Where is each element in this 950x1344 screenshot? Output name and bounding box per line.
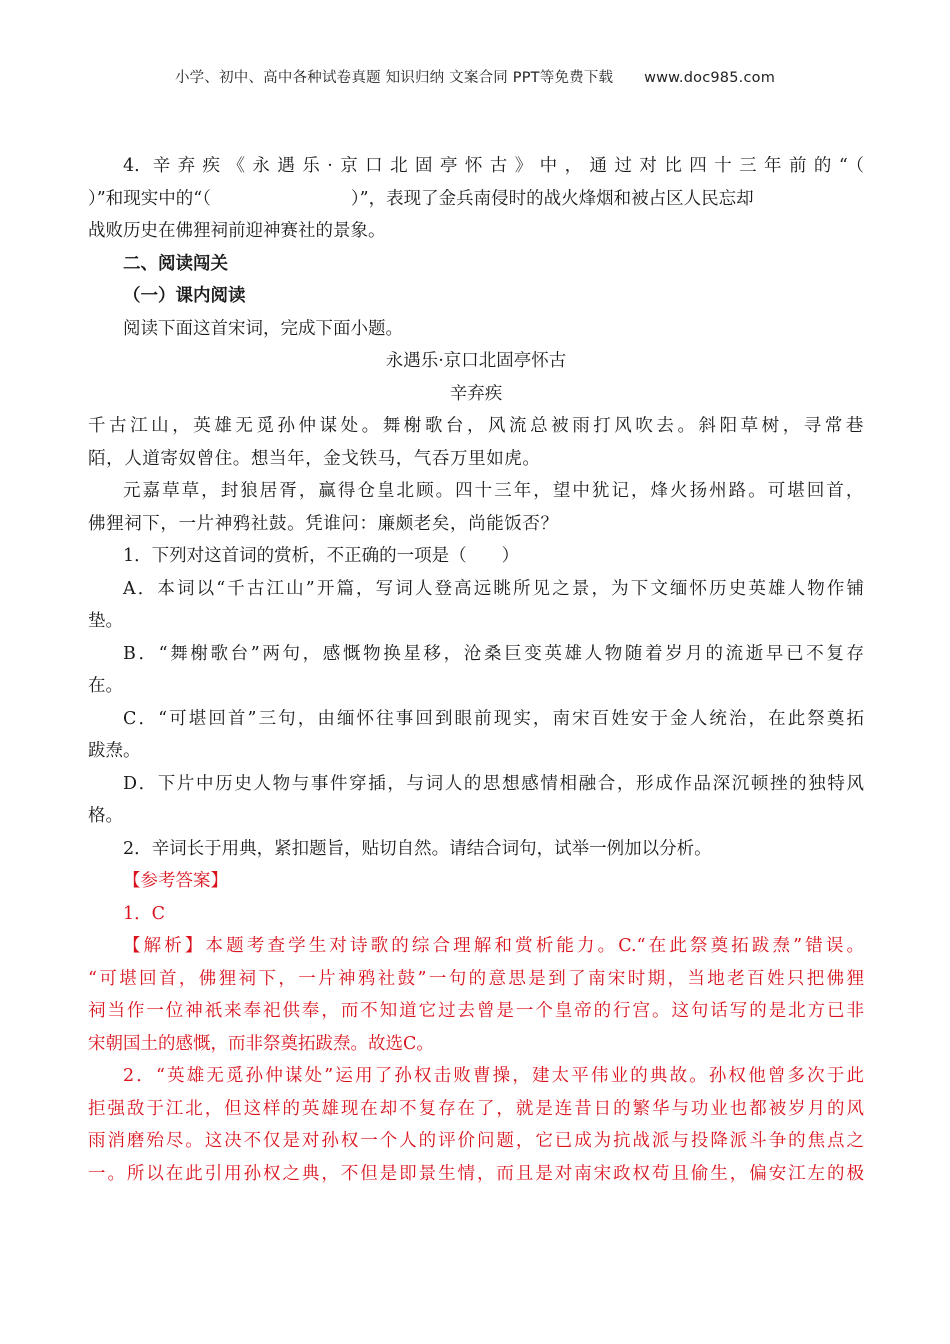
option-d-line-2: 格。 xyxy=(88,806,123,826)
option-a-line-1: A．本词以“千古江山”开篇，写词人登高远眺所见之景，为下文缅怀历史英雄人物作铺 xyxy=(123,578,864,599)
poem-author: 辛弃疾 xyxy=(449,383,503,404)
poem-line: 元嘉草草，封狼居胥，赢得仓皇北顾。四十三年，望中犹记，烽火扬州路。可堪回首， xyxy=(123,481,864,501)
option-a-line-2: 垫。 xyxy=(88,611,123,631)
answer-2-line: 2．“英雄无觅孙仲谋处”运用了孙权击败曹操，建太平伟业的典故。孙权他曾多次于此 xyxy=(123,1066,864,1086)
analysis-line: 祠当作一位神祇来奉祀供奉，而不知道它过去曾是一个皇帝的行宫。这句话写的是北方已非 xyxy=(88,1001,864,1021)
answer-2-line: 雨消磨殆尽。这决不仅是对孙权一个人的评价问题，它已成为抗战派与投降派斗争的焦点之 xyxy=(88,1131,864,1151)
option-d-line-1: D．下片中历史人物与事件穿插，与词人的思想感情相融合，形成作品深沉顿挫的独特风 xyxy=(123,773,864,794)
document-body xyxy=(88,150,864,1190)
analysis-line: 宋朝国土的感慨，而非祭奠拓跋焘。故选C。 xyxy=(88,1033,434,1054)
poem-line: 陌，人道寄奴曾住。想当年，金戈铁马，气吞万里如虎。 xyxy=(88,448,541,469)
answer-2-line: 一。所以在此引用孙权之典，不但是即景生情，而且是对南宋政权苟且偷生，偏安江左的极 xyxy=(88,1163,864,1184)
option-c-line-1: C．“可堪回首”三句，由缅怀往事回到眼前现实，南宋百姓安于金人统治，在此祭奠拓 xyxy=(123,708,864,729)
analysis-line: 【解析】本题考查学生对诗歌的综合理解和赏析能力。C.“在此祭奠拓跋焘”错误。 xyxy=(123,936,864,956)
section-title: 二、阅读闯关 xyxy=(123,253,228,274)
question-4-line-1: 4. 辛弃疾《永遇乐·京口北固亭怀古》中，通过对比四十三年前的“（ xyxy=(123,156,864,176)
section-subtitle: （一）课内阅读 xyxy=(123,286,246,306)
header-text: 小学、初中、高中各种试卷真题 知识归纳 文案合同 PPT等免费下载 xyxy=(174,70,614,86)
question-4-line-3: 战败历史在佛狸祠前迎神赛社的景象。 xyxy=(88,221,386,241)
answer-2-line: 拒强敌于江北，但这样的英雄现在却不复存在了，就是连昔日的繁华与功业也都被岁月的风 xyxy=(88,1098,864,1119)
option-b-line-1: B．“舞榭歌台”两句，感慨物换星移，沧桑巨变英雄人物随着岁月的流逝早已不复存 xyxy=(123,643,864,664)
analysis-line: “可堪回首，佛狸祠下，一片神鸦社鼓”一句的意思是到了南宋时期，当地老百姓只把佛狸 xyxy=(88,968,864,989)
question-1-stem: 1．下列对这首词的赏析，不正确的一项是（ ） xyxy=(123,546,520,566)
question-2-stem: 2．辛词长于用典，紧扣题旨，贴切自然。请结合词句，试举一例加以分析。 xyxy=(123,838,712,859)
question-4-line-2: ）”和现实中的“（ ）”，表现了金兵南侵时的战火烽烟和被占区人民忘却 xyxy=(88,188,754,209)
poem-title: 永遇乐·京口北固亭怀古 xyxy=(385,351,567,371)
option-b-line-2: 在。 xyxy=(88,676,123,696)
poem-line: 佛狸祠下，一片神鸦社鼓。凭谁问：廉颇老矣，尚能饭否？ xyxy=(88,513,559,534)
page-header xyxy=(0,66,950,87)
header-site-link[interactable]: www.doc985.com xyxy=(644,70,776,86)
poem-line: 千古江山，英雄无觅孙仲谋处。舞榭歌台，风流总被雨打风吹去。斜阳草树，寻常巷 xyxy=(88,416,864,436)
answer-1: 1．C xyxy=(123,903,166,924)
option-c-line-2: 跋焘。 xyxy=(88,741,141,761)
reading-instruction: 阅读下面这首宋词，完成下面小题。 xyxy=(123,318,403,339)
answer-heading: 【参考答案】 xyxy=(123,871,228,891)
